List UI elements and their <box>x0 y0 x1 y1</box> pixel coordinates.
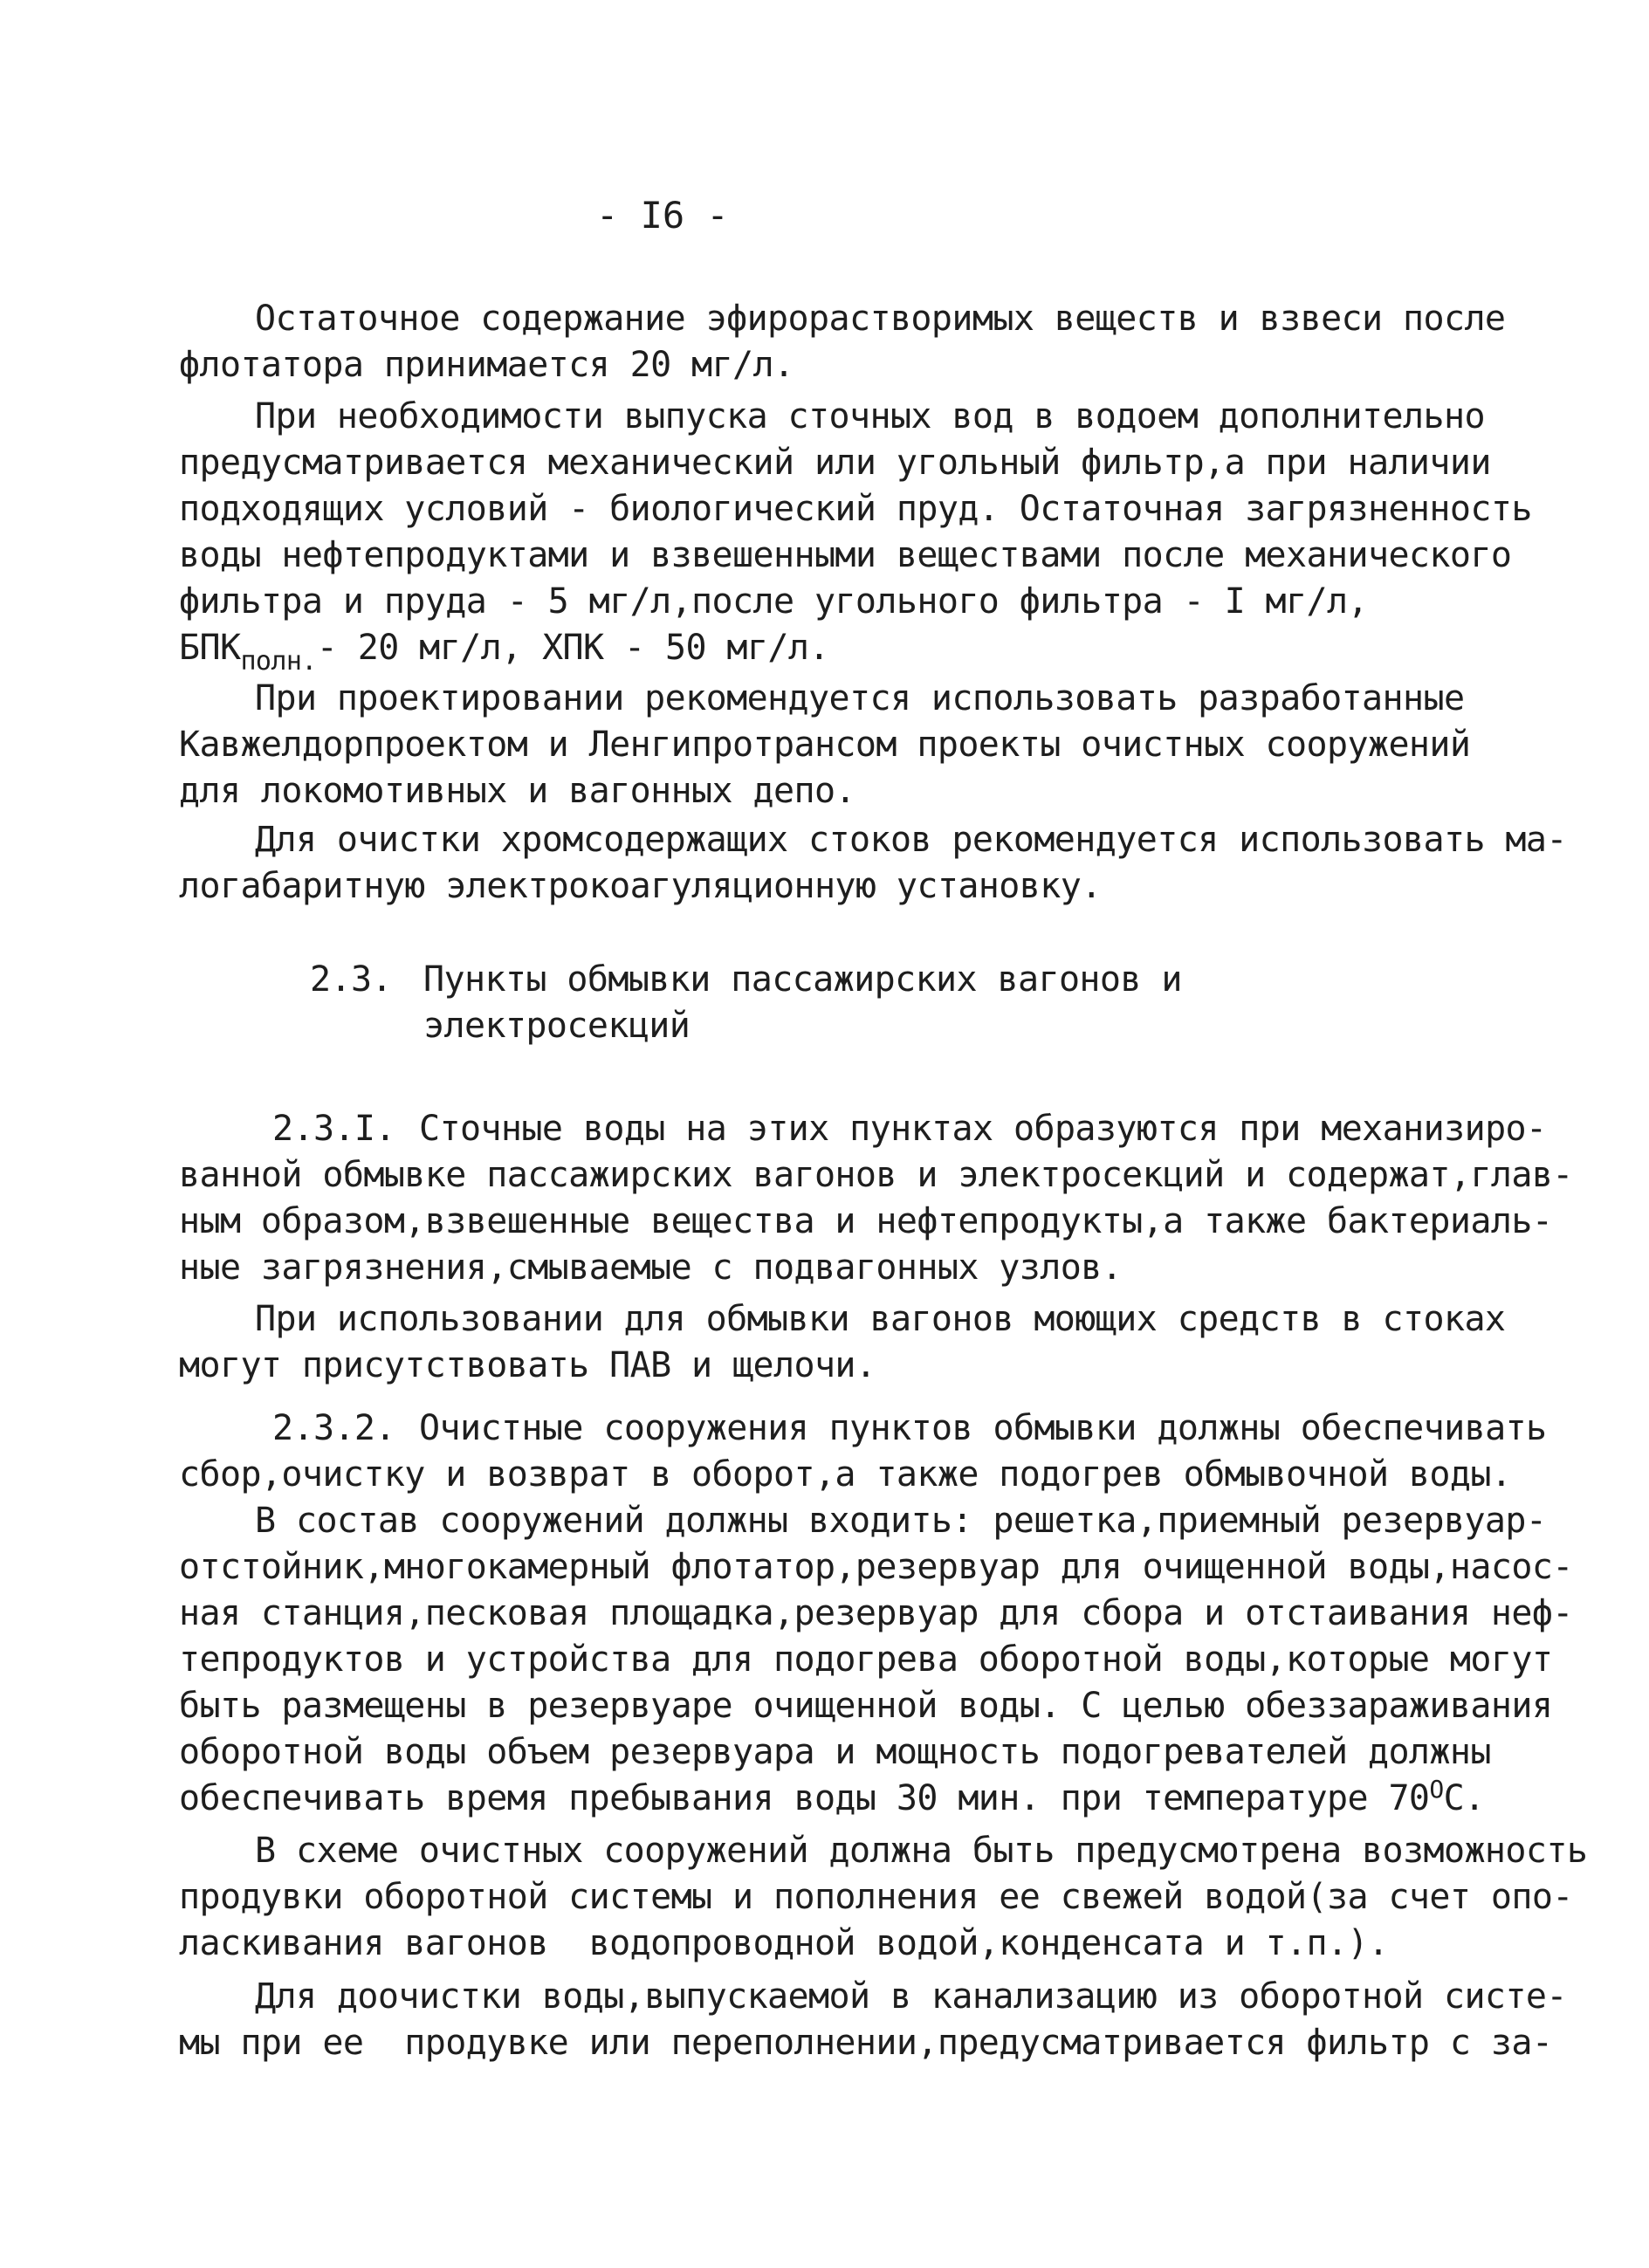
text-line: ласкивания вагонов водопроводной водой,конденсата и т.п.). <box>179 1923 1389 1963</box>
text-line: В состав сооружений должны входить: решетка,приемный резервуар- <box>255 1501 1547 1541</box>
section-number: 2.3. <box>310 959 392 1000</box>
text-line: ная станция,песковая площадка,резервуар для сбора и отстаивания неф- <box>179 1593 1573 1633</box>
text-line: подходящих условий - биологический пруд. Остаточная загрязненность <box>179 489 1532 529</box>
text-line: воды нефтепродуктами и взвешенными веществами после механического <box>179 535 1512 575</box>
bpk-label: БПК <box>179 628 241 668</box>
text-line: Остаточное содержание эфирорастворимых веществ и взвеси после <box>255 299 1506 339</box>
text-line: При необходимости выпуска сточных вод в водоем дополнительно <box>255 396 1485 436</box>
text-line: Для доочистки воды,выпускаемой в канализацию из оборотной систе- <box>255 1976 1567 2017</box>
text-line: Для очистки хромсодержащих стоков рекомендуется использовать ма- <box>255 820 1567 860</box>
section-title-line1: Пункты обмывки пассажирских вагонов и <box>423 959 1182 1000</box>
temperature-text: обеспечивать время пребывания воды 30 мин. при температуре 70 <box>179 1778 1430 1818</box>
text-line: сбор,очистку и возврат в оборот,а также подогрев обмывочной воды. <box>179 1454 1512 1495</box>
text-line: для локомотивных и вагонных депо. <box>179 771 855 811</box>
text-line: фильтра и пруда - 5 мг/л,после угольного фильтра - I мг/л, <box>179 581 1368 622</box>
bpk-subscript: полн. <box>240 646 317 677</box>
section-title-line2: электросекций <box>423 1006 691 1046</box>
degree-mark: О <box>1429 1775 1444 1804</box>
text-line: отстойник,многокамерный флотатор,резервуар для очищенной воды,насос- <box>179 1547 1573 1587</box>
text-line: предусматривается механический или угольный фильтр,а при наличии <box>179 443 1491 483</box>
text-line-bpk <box>179 626 829 677</box>
text-line: оборотной воды объем резервуара и мощность подогревателей должны <box>179 1732 1491 1772</box>
text-line: Кавжелдорпроектом и Ленгипротрансом проекты очистных сооружений <box>179 725 1471 765</box>
page-number: - I6 - <box>596 194 729 237</box>
subsection-number: 2.3.2. <box>272 1408 395 1448</box>
subsection-number: 2.3.I. <box>272 1109 395 1149</box>
text-line: ванной обмывке пассажирских вагонов и электросекций и содержат,глав- <box>179 1155 1573 1195</box>
text-line: При использовании для обмывки вагонов моющих средств в стоках <box>255 1299 1506 1339</box>
text-line: могут присутствовать ПАВ и щелочи. <box>179 1345 876 1385</box>
text-line: мы при ее продувке или переполнении,предусматривается фильтр с за- <box>179 2023 1553 2063</box>
text-line: ные загрязнения,смываемые с подвагонных узлов. <box>179 1247 1123 1288</box>
celsius-unit: С. <box>1443 1778 1485 1818</box>
text-line: флотатора принимается 20 мг/л. <box>179 345 794 385</box>
text-line: Очистные сооружения пунктов обмывки должны обеспечивать <box>419 1408 1547 1448</box>
text-line: ным образом,взвешенные вещества и нефтепродукты,а также бактериаль- <box>179 1201 1553 1241</box>
text-line: логабаритную электрокоагуляционную установку. <box>179 866 1102 906</box>
text-line: В схеме очистных сооружений должна быть предусмотрена возможность <box>255 1831 1588 1871</box>
text-line-temperature <box>179 1777 1485 1820</box>
bpk-values: - 20 мг/л, ХПК - 50 мг/л. <box>316 628 829 668</box>
text-line: быть размещены в резервуаре очищенной воды. С целью обеззараживания <box>179 1686 1553 1726</box>
text-line: продувки оборотной системы и пополнения ее свежей водой(за счет опо- <box>179 1877 1573 1917</box>
text-line: Сточные воды на этих пунктах образуются при механизиро- <box>419 1109 1547 1149</box>
text-line: При проектировании рекомендуется использовать разработанные <box>255 678 1465 718</box>
text-line: тепродуктов и устройства для подогрева оборотной воды,которые могут <box>179 1639 1553 1680</box>
